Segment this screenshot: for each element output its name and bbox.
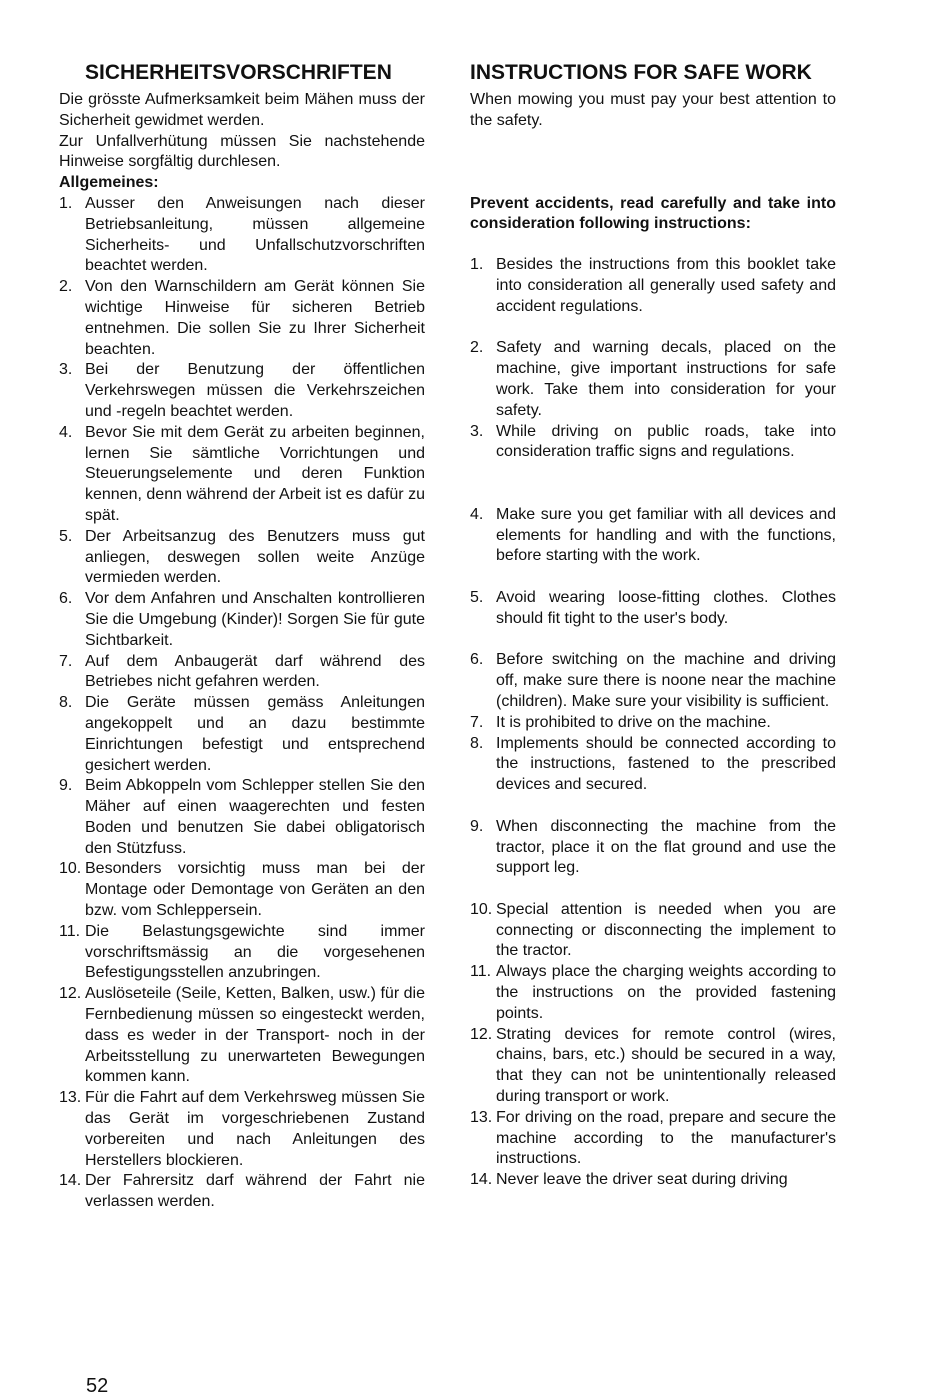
item-number: 10. xyxy=(470,900,493,918)
item-number: 5. xyxy=(59,527,73,545)
german-intro-1: Die grösste Aufmerksamkeit beim Mähen muss der Sicherheit gewidmet werden. xyxy=(59,91,425,129)
item-text: It is prohibited to drive on the machine. xyxy=(496,713,771,731)
item-number: 14. xyxy=(470,1171,493,1189)
list-item xyxy=(59,922,425,984)
item-number: 14. xyxy=(59,1172,82,1190)
item-number: 3. xyxy=(470,422,484,440)
page-number: 52 xyxy=(86,1375,109,1397)
item-text: Auslöseteile (Seile, Ketten, Balken, usw.) für die Fernbedienung müssen so eingesteckt werden, dass es weder in der Transport- noch in der Arbeitsstellung zu unerwarteten Bewegungen kommen kann. xyxy=(85,985,425,1086)
item-text: Implements should be connected according to the instructions, fastened to the prescribed devices and secured. xyxy=(496,734,836,794)
item-number: 4. xyxy=(59,423,73,441)
item-text: Bevor Sie mit dem Gerät zu arbeiten beginnen, lernen Sie sämtliche Vorrichtungen und Steuerungselemente und deren Funktion kennen, denn während der Arbeit ist es dafür zu spät. xyxy=(85,423,425,524)
item-text: Für die Fahrt auf dem Verkehrsweg müssen Sie das Gerät im vorgeschriebenen Zustand vorbereiten und nach Anleitungen des Herstellers blockieren. xyxy=(85,1089,425,1169)
list-item xyxy=(59,527,425,589)
list-item xyxy=(59,589,425,651)
german-list xyxy=(59,194,425,1213)
list-item xyxy=(470,588,836,630)
item-text: Before switching on the machine and driving off, make sure there is noone near the machine (children). Make sure your visibility is sufficient. xyxy=(496,651,836,710)
item-text: For driving on the road, prepare and secure the machine according to the manufacturer's instructions. xyxy=(496,1108,836,1168)
english-title: INSTRUCTIONS FOR SAFE WORK xyxy=(470,61,812,84)
item-text: Besonders vorsichtig muss man bei der Montage oder Demontage von Geräten an den bzw. vom Schleppersein. xyxy=(85,860,425,920)
list-item xyxy=(470,900,836,962)
list-item xyxy=(59,776,425,859)
item-text: Der Fahrersitz darf während der Fahrt nie verlassen werden. xyxy=(85,1172,425,1211)
item-number: 12. xyxy=(470,1025,493,1043)
item-text: Strating devices for remote control (wires, chains, bars, etc.) should be secured in a way, that they can not be unintentionally released during transport or work. xyxy=(496,1025,836,1106)
item-text: Besides the instructions from this booklet take into consideration all generally used safety and accident regulations. xyxy=(496,256,836,315)
german-column xyxy=(59,60,425,1213)
item-number: 6. xyxy=(59,590,73,608)
item-text: Von den Warnschildern am Gerät können Sie wichtige Hinweise für sicheren Betrieb entnehmen. Die sollen Sie zu Ihrer Sicherheit beachten. xyxy=(85,278,425,358)
item-number: 9. xyxy=(470,817,484,835)
item-text: Bei der Benutzung der öffentlichen Verkehrswegen müssen die Verkehrszeichen und -regeln beachtet werden. xyxy=(85,361,425,420)
item-text: When disconnecting the machine from the tractor, place it on the flat ground and use the support leg. xyxy=(496,817,836,877)
item-number: 7. xyxy=(59,652,73,670)
list-item xyxy=(59,984,425,1088)
item-text: Make sure you get familiar with all devices and elements for handling and with the functions, before starting with the work. xyxy=(496,505,836,565)
item-text: Beim Abkoppeln vom Schlepper stellen Sie den Mäher auf einen waagerechten und festen Boden und benutzen Sie dabei obligatorisch den Stützfuss. xyxy=(85,777,425,857)
item-number: 2. xyxy=(59,278,73,296)
item-number: 8. xyxy=(470,734,484,752)
item-number: 12. xyxy=(59,985,82,1003)
list-item xyxy=(470,1170,836,1191)
item-text: Safety and warning decals, placed on the machine, give important instructions for safe work. Take them into consideration for your safety. xyxy=(496,339,836,419)
item-number: 13. xyxy=(470,1108,493,1126)
item-number: 10. xyxy=(59,860,82,878)
item-number: 2. xyxy=(470,339,484,357)
item-text: Auf dem Anbaugerät darf während des Betriebes nicht gefahren werden. xyxy=(85,652,425,691)
list-item xyxy=(59,693,425,776)
list-item xyxy=(470,505,836,567)
list-item xyxy=(59,277,425,360)
english-intro: When mowing you must pay your best attention to the safety. xyxy=(470,91,836,129)
german-subheading: Allgemeines: xyxy=(59,174,159,192)
list-item xyxy=(59,652,425,694)
item-text: Special attention is needed when you are connecting or disconnecting the implement to the tractor. xyxy=(496,900,836,960)
item-number: 11. xyxy=(470,963,492,981)
list-item xyxy=(59,1088,425,1171)
item-number: 11. xyxy=(59,922,81,940)
item-number: 1. xyxy=(59,194,73,212)
item-number: 4. xyxy=(470,505,484,523)
list-item xyxy=(470,338,836,421)
item-text: Vor dem Anfahren und Anschalten kontrollieren Sie die Umgebung (Kinder)! Sorgen Sie für gute Sichtbarkeit. xyxy=(85,590,425,649)
list-item xyxy=(470,734,836,796)
german-intro-2: Zur Unfallverhütung müssen Sie nachstehende Hinweise sorgfältig durchlesen. xyxy=(59,132,425,171)
item-number: 7. xyxy=(470,713,484,731)
item-text: Die Belastungsgewichte sind immer vorschriftsmässig an die vorgesehenen Befestigungsstellen anzubringen. xyxy=(85,922,425,982)
list-item xyxy=(59,1171,425,1213)
item-text: Die Geräte müssen gemäss Anleitungen angekoppelt und an dazu bestimmte Einrichtungen befestigt und entsprechend gesichert werden. xyxy=(85,694,425,774)
item-number: 5. xyxy=(470,588,484,606)
list-item xyxy=(470,422,836,464)
english-column xyxy=(470,60,836,1191)
item-text: Der Arbeitsanzug des Benutzers muss gut anliegen, deswegen sollen weite Anzüge vermieden werden. xyxy=(85,527,425,587)
item-number: 1. xyxy=(470,256,484,274)
list-item xyxy=(470,1025,836,1108)
german-title: SICHERHEITSVORSCHRIFTEN xyxy=(85,61,392,84)
item-number: 13. xyxy=(59,1089,82,1107)
list-item xyxy=(470,713,836,734)
english-list xyxy=(470,255,836,1191)
list-item xyxy=(59,194,425,277)
english-subheading: Prevent accidents, read carefully and take into consideration following instructions: xyxy=(470,194,836,233)
item-number: 8. xyxy=(59,694,73,712)
list-item xyxy=(59,360,425,422)
item-text: Always place the charging weights according to the instructions on the provided fastening points. xyxy=(496,963,836,1022)
list-item xyxy=(59,859,425,921)
item-text: Never leave the driver seat during driving xyxy=(496,1171,788,1189)
item-text: While driving on public roads, take into consideration traffic signs and regulations. xyxy=(496,422,836,461)
list-item xyxy=(470,255,836,317)
list-item xyxy=(470,1108,836,1170)
list-item xyxy=(470,817,836,879)
item-number: 3. xyxy=(59,361,73,379)
list-item xyxy=(59,423,425,527)
item-number: 9. xyxy=(59,777,73,795)
item-text: Ausser den Anweisungen nach dieser Betriebsanleitung, müssen allgemeine Sicherheits- und Unfallschutzvorschriften beachtet werden. xyxy=(85,194,425,275)
item-text: Avoid wearing loose-fitting clothes. Clothes should fit tight to the user's body. xyxy=(496,588,836,627)
item-number: 6. xyxy=(470,651,484,669)
list-item xyxy=(470,962,836,1024)
list-item xyxy=(470,650,836,712)
